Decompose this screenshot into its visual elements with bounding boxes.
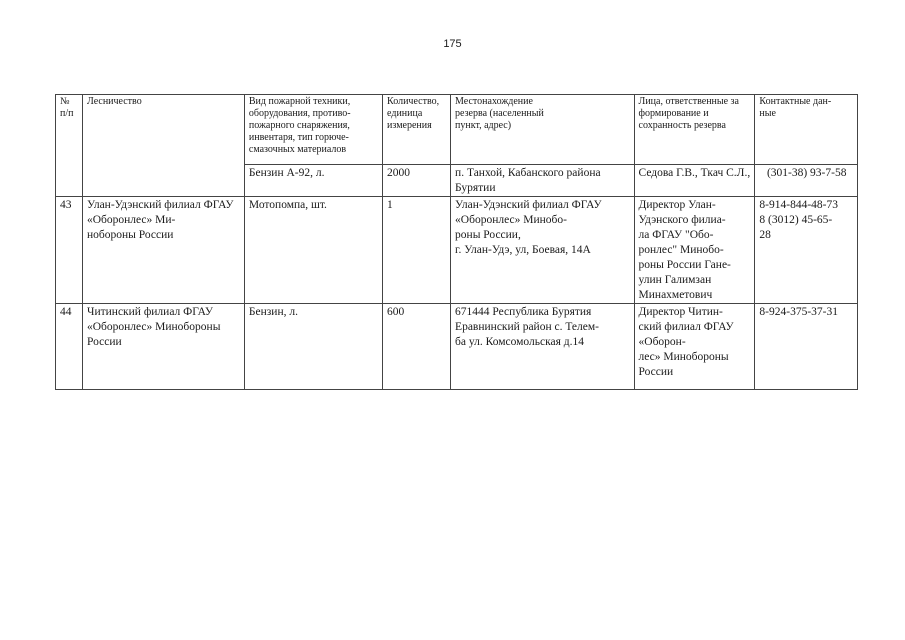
header-quantity: Количество, единица измерения bbox=[383, 95, 451, 165]
cell-responsible: Седова Г.В., Ткач С.Л., bbox=[634, 165, 755, 197]
fire-reserve-table bbox=[55, 94, 858, 390]
cell-quantity: 1 bbox=[383, 197, 451, 304]
cell-num: 43 bbox=[56, 197, 83, 304]
cell-forestry: Читинский филиал ФГАУ «Оборонлес» Минобороны России bbox=[82, 304, 244, 390]
header-responsible: Лица, ответственные за формирование и сохранность резерва bbox=[634, 95, 755, 165]
table-header-row bbox=[56, 95, 858, 165]
cell-equipment: Бензин, л. bbox=[244, 304, 382, 390]
cell-num bbox=[56, 165, 83, 197]
table-row bbox=[56, 304, 858, 390]
cell-contact: 8-914-844-48-73 8 (3012) 45-65- 28 bbox=[755, 197, 858, 304]
page-number: 175 bbox=[443, 38, 462, 50]
cell-num: 44 bbox=[56, 304, 83, 390]
table-row bbox=[56, 197, 858, 304]
cell-location: 671444 Республика Бурятия Еравнинский район с. Телем- ба ул. Комсомольская д.14 bbox=[451, 304, 634, 390]
cell-contact: (301-38) 93-7-58 bbox=[755, 165, 858, 197]
header-forestry: Лесничество bbox=[82, 95, 244, 165]
header-num: № п/п bbox=[56, 95, 83, 165]
cell-contact: 8-924-375-37-31 bbox=[755, 304, 858, 390]
cell-responsible: Директор Улан- Удэнского филиа- ла ФГАУ "Обо- ронлес" Минобо- роны России Гане- улин Галимзан Минахметович bbox=[634, 197, 755, 304]
table-row bbox=[56, 165, 858, 197]
cell-quantity: 2000 bbox=[383, 165, 451, 197]
cell-location: Улан-Удэнский филиал ФГАУ «Оборонлес» Минобо- роны России, г. Улан-Удэ, ул, Боевая, 14А bbox=[451, 197, 634, 304]
cell-equipment: Бензин А-92, л. bbox=[244, 165, 382, 197]
cell-location: п. Танхой, Кабанского района Бурятии bbox=[451, 165, 634, 197]
cell-equipment: Мотопомпа, шт. bbox=[244, 197, 382, 304]
cell-forestry bbox=[82, 165, 244, 197]
cell-responsible: Директор Читин- ский филиал ФГАУ «Оборон- лес» Минобороны России bbox=[634, 304, 755, 390]
cell-forestry: Улан-Удэнский филиал ФГАУ «Оборонлес» Ми- нобороны России bbox=[82, 197, 244, 304]
cell-quantity: 600 bbox=[383, 304, 451, 390]
header-contact: Контактные дан- ные bbox=[755, 95, 858, 165]
header-equipment: Вид пожарной техники, оборудования, противо- пожарного снаряжения, инвентаря, тип горюче- смазочных материалов bbox=[244, 95, 382, 165]
header-location: Местонахождение резерва (населенный пункт, адрес) bbox=[451, 95, 634, 165]
